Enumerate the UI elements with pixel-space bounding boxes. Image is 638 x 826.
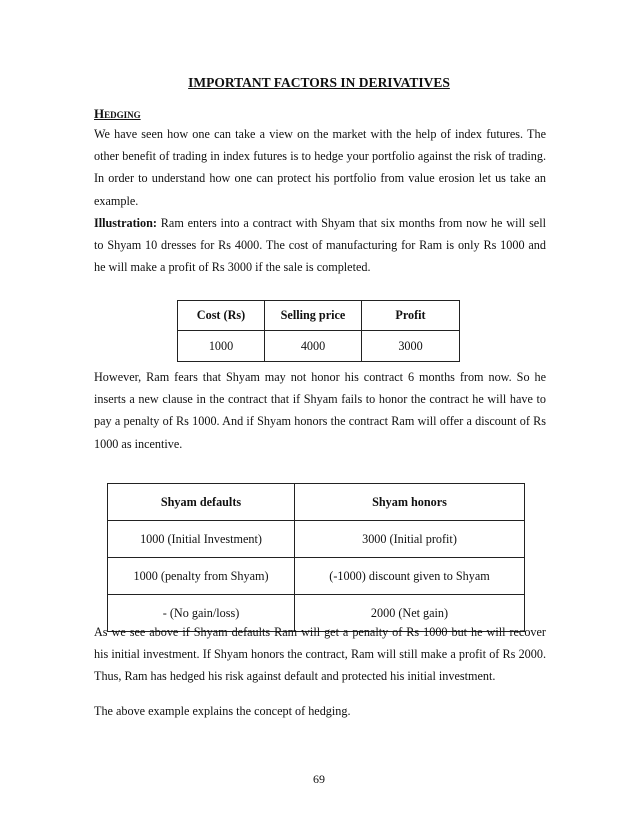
header-profit: Profit xyxy=(362,301,460,331)
illustration-text: Ram enters into a contract with Shyam that six months from now he will sell to Shyam 10 dresses for Rs 4000. The cost of manufacturing for Ram is only Rs 1000 and he will make a profit of Rs 3000 if the sale is completed. xyxy=(94,215,546,275)
table-cell: 2000 (Net gain) xyxy=(295,595,525,632)
table-header-row xyxy=(108,484,525,521)
section-heading-hedging: Hedging xyxy=(94,106,141,121)
intro-text: We have seen how one can take a view on the market with the help of index futures. The other benefit of trading in index futures is to hedge your portfolio against the risk of trading. In order to understand how one can protect his portfolio from value erosion let us take an example. xyxy=(94,127,546,208)
hedging-outcome-table xyxy=(107,483,525,632)
value-selling-price: 4000 xyxy=(265,331,362,362)
paragraph-intro xyxy=(94,123,546,278)
table-cell: (-1000) discount given to Shyam xyxy=(295,558,525,595)
value-profit: 3000 xyxy=(362,331,460,362)
table-cell: 1000 (Initial Investment) xyxy=(108,521,295,558)
table-row xyxy=(108,558,525,595)
table-cell: 1000 (penalty from Shyam) xyxy=(108,558,295,595)
table-cell: 3000 (Initial profit) xyxy=(295,521,525,558)
header-shyam-defaults: Shyam defaults xyxy=(108,484,295,521)
page-title: IMPORTANT FACTORS IN DERIVATIVES xyxy=(188,75,450,90)
header-selling-price: Selling price xyxy=(265,301,362,331)
table-row xyxy=(178,331,460,362)
table-row xyxy=(108,521,525,558)
paragraph-penalty-clause: However, Ram fears that Shyam may not honor his contract 6 months from now. So he inserts a new clause in the contract that if Shyam fails to honor the contract he will have to pay a penalty of Rs 1000. And if Shyam honors the contract Ram will offer a discount of Rs 1000 as incentive. xyxy=(94,370,546,451)
paragraph-conclusion: As we see above if Shyam defaults Ram will get a penalty of Rs 1000 but he will recover his initial investment. If Shyam honors the contract, Ram will still make a profit of Rs 2000. Thus, Ram has hedged his risk against default and protected his initial investment. xyxy=(94,625,546,684)
table-header-row xyxy=(178,301,460,331)
illustration-label: Illustration: xyxy=(94,215,157,230)
paragraph-summary: The above example explains the concept of hedging. xyxy=(94,704,351,718)
header-shyam-honors: Shyam honors xyxy=(295,484,525,521)
cost-profit-table xyxy=(177,300,460,362)
header-cost: Cost (Rs) xyxy=(178,301,265,331)
page-number: 69 xyxy=(313,772,325,786)
value-cost: 1000 xyxy=(178,331,265,362)
table-cell: - (No gain/loss) xyxy=(108,595,295,632)
